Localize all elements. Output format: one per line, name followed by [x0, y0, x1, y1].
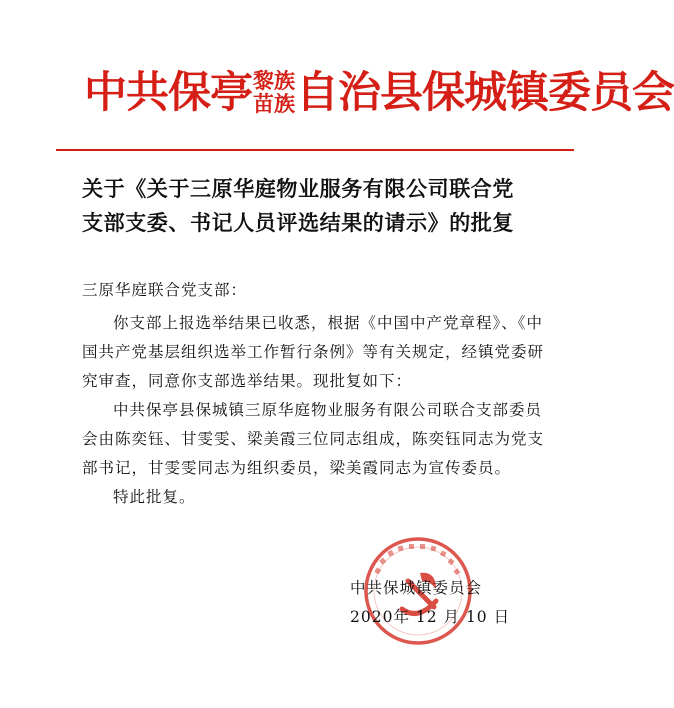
paragraph-2: 中共保亭县保城镇三原华庭物业服务有限公司联合支部委员会由陈奕钰、甘雯雯、梁美霞三位同志组成，陈奕钰同志为党支部书记，甘雯雯同志为组织委员，梁美霞同志为宣传委员。 [82, 401, 545, 477]
title-line-1: 关于《关于三原华庭物业服务有限公司联合党 [82, 177, 514, 201]
letterhead-rule [56, 149, 574, 151]
document-title [82, 172, 562, 240]
letterhead-stack-bottom: 苗族 [253, 92, 295, 116]
title-line-2: 支部支委、书记人员评选结果的请示》的批复 [82, 211, 514, 235]
letterhead-part2: 自治县保城镇委员会 [296, 67, 674, 118]
signature-date: 2020年 12 月 10 日 [350, 608, 511, 626]
addressee: 三原华庭联合党支部： [82, 281, 248, 299]
signature-block [350, 574, 510, 632]
signature-org: 中共保城镇委员会 [350, 579, 483, 597]
letterhead-stack-top: 黎族 [253, 69, 295, 93]
letterhead-stack [253, 70, 295, 116]
document-body [82, 276, 557, 512]
letterhead-part1: 中共保亭 [84, 67, 252, 118]
letterhead [84, 67, 674, 118]
paragraph-3: 特此批复。 [113, 488, 196, 506]
paragraph-1: 你支部上报选举结果已收悉，根据《中国中产党章程》、《中国共产党基层组织选举工作暂行条例》等有关规定，经镇党委研究审查，同意你支部选举结果。现批复如下： [82, 314, 545, 390]
